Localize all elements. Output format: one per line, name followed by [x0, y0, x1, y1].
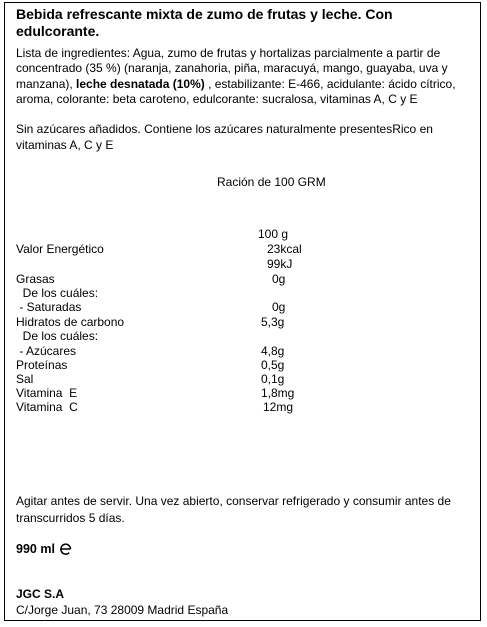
- table-row-label: - Saturadas: [16, 300, 82, 314]
- ingredients-bold-milk: leche desnatada (10%): [76, 76, 205, 91]
- table-row-value: 4,8g: [261, 344, 285, 358]
- table-row-value: 1,8mg: [261, 386, 295, 400]
- label-frame: [4, 2, 481, 621]
- portion-title: Ración de 100 GRM: [217, 175, 326, 189]
- table-row-label: Grasas: [16, 272, 55, 286]
- table-row-label: Sal: [16, 372, 34, 386]
- table-row-label: Vitamina C: [16, 400, 78, 414]
- table-row-value: 99kJ: [267, 257, 293, 271]
- table-row-label: Proteínas: [16, 358, 68, 372]
- company-name: JGC S.A: [16, 587, 65, 601]
- ingredients-text: [16, 46, 478, 108]
- table-row-label: Hidratos de carbono: [16, 315, 125, 329]
- table-row-label: De los cuáles:: [16, 286, 99, 300]
- storage-instructions: Agitar antes de servir. Una vez abierto, conservar refrigerado y consumir antes de transcurridos 5 días.: [16, 494, 451, 525]
- table-row-value: 0,5g: [261, 358, 285, 372]
- table-row-label: Valor Energético: [16, 242, 104, 256]
- ingredients-part-1: Lista de ingredientes: Agua, zumo de frutas y hortalizas parcialmente a partir de concentrado (35 %) (naranja, zanahoria, piña, maracuyá, mango, guayaba, uva y manzana),: [16, 46, 448, 91]
- column-header: 100 g: [258, 227, 289, 241]
- nutrition-claims: Sin azúcares añadidos. Contiene los azúcares naturalmente presentesRico en vitaminas A, C y E: [16, 122, 433, 152]
- table-row-value: 5,3g: [261, 315, 285, 329]
- table-row-value: 0g: [272, 272, 286, 286]
- table-row-label: - Azúcares: [16, 344, 77, 358]
- table-row-value: 0g: [272, 300, 286, 314]
- table-row-label: Vitamina E: [16, 386, 78, 400]
- product-title: Bebida refrescante mixta de zumo de frutas y leche. Con edulcorante.: [16, 6, 393, 39]
- ingredients-part-2: , estabilizante: E-466, acidulante: ácido cítrico, aroma, colorante: beta caroteno, edulcorante: sucralosa, vitaminas A, C y E: [16, 76, 456, 107]
- company-address: C/Jorge Juan, 73 28009 Madrid España: [16, 603, 229, 617]
- table-row-value: 0,1g: [261, 372, 285, 386]
- table-row-value: 12mg: [263, 400, 294, 414]
- table-row-value: 23kcal: [267, 242, 302, 256]
- volume-text: 990 ml: [16, 542, 55, 556]
- table-row-label: De los cuáles:: [16, 329, 99, 343]
- net-volume: [16, 542, 73, 556]
- estimated-sign-icon: [59, 542, 73, 556]
